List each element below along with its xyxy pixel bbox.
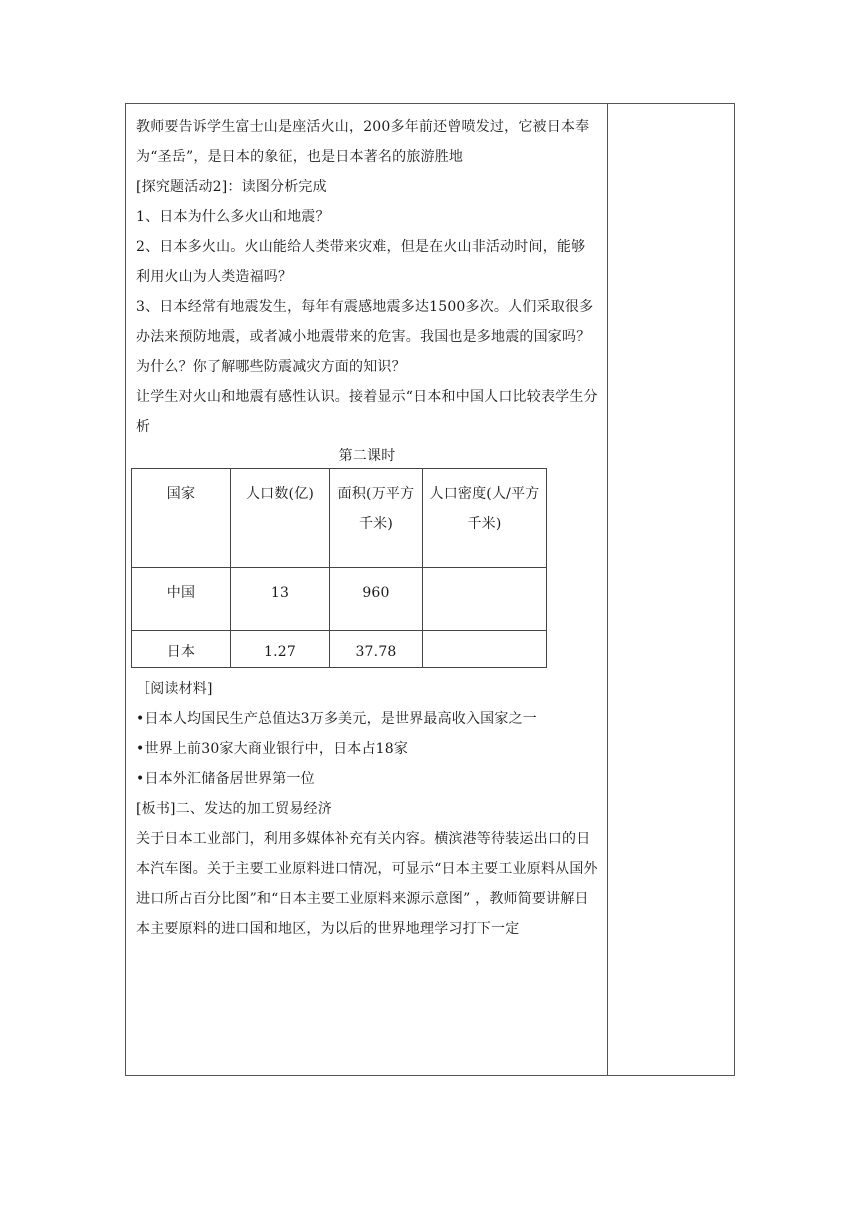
cell-area: 37.78: [330, 631, 423, 668]
cell-density: [423, 631, 547, 668]
header-population: 人口数(亿): [231, 469, 330, 568]
table-row: [132, 568, 547, 631]
lesson-content: [136, 112, 598, 944]
cell-area: 960: [330, 568, 423, 631]
paragraph-activity-title: [探究题活动2]：读图分析完成: [136, 179, 327, 195]
cell-population: 13: [231, 568, 330, 631]
cell-country: 中国: [132, 568, 231, 631]
bullet-banks: •世界上前30家大商业银行中，日本占18家: [136, 741, 409, 757]
header-density: 人口密度(人/平方千米): [423, 469, 547, 568]
table-header-row: [132, 469, 547, 568]
paragraph-industry: 关于日本工业部门，利用多媒体补充有关内容。横滨港等待装运出口的日本汽车图。关于主要工业原料进口情况，可显示“日本主要工业原料从国外进口所占百分比图”和“日本主要工业原料来源示意图” ，教师简要讲解日本主要原料的进口国和地区，为以后的世界地理学习打下一定: [136, 831, 598, 937]
column-divider: [607, 104, 608, 1075]
header-area: 面积(万平方千米): [330, 469, 423, 568]
table-caption: 第二课时: [338, 448, 396, 464]
blackboard-heading: [板书]二、发达的加工贸易经济: [136, 801, 332, 817]
question-1: 1、日本为什么多火山和地震？: [136, 209, 330, 225]
bullet-reserves: •日本外汇储备居世界第一位: [136, 771, 315, 787]
cell-population: 1.27: [231, 631, 330, 668]
paragraph-population-intro: 让学生对火山和地震有感性认识。接着显示“日本和中国人口比较表学生分析: [136, 389, 598, 435]
header-country: 国家: [132, 469, 231, 568]
lesson-plan-table: [125, 103, 735, 1076]
paragraph-fuji: 教师要告诉学生富士山是座活火山，200多年前还曾喷发过，它被日本奉为“圣岳”，是日本的象征，也是日本著名的旅游胜地: [136, 119, 590, 165]
table-row: [132, 631, 547, 668]
question-3: 3、日本经常有地震发生，每年有震感地震多达1500多次。人们采取很多办法来预防地震，或者减小地震带来的危害。我国也是多地震的国家吗？为什么？你了解哪些防震减灾方面的知识？: [136, 299, 594, 375]
question-2: 2、日本多火山。火山能给人类带来灾难，但是在火山非活动时间，能够利用火山为人类造福吗？: [136, 239, 586, 285]
bullet-gnp: •日本人均国民生产总值达3万多美元，是世界最高收入国家之一: [136, 711, 537, 727]
reading-material-title: ［阅读材料]: [136, 681, 213, 697]
population-comparison-table: [131, 468, 547, 668]
cell-density: [423, 568, 547, 631]
cell-country: 日本: [132, 631, 231, 668]
